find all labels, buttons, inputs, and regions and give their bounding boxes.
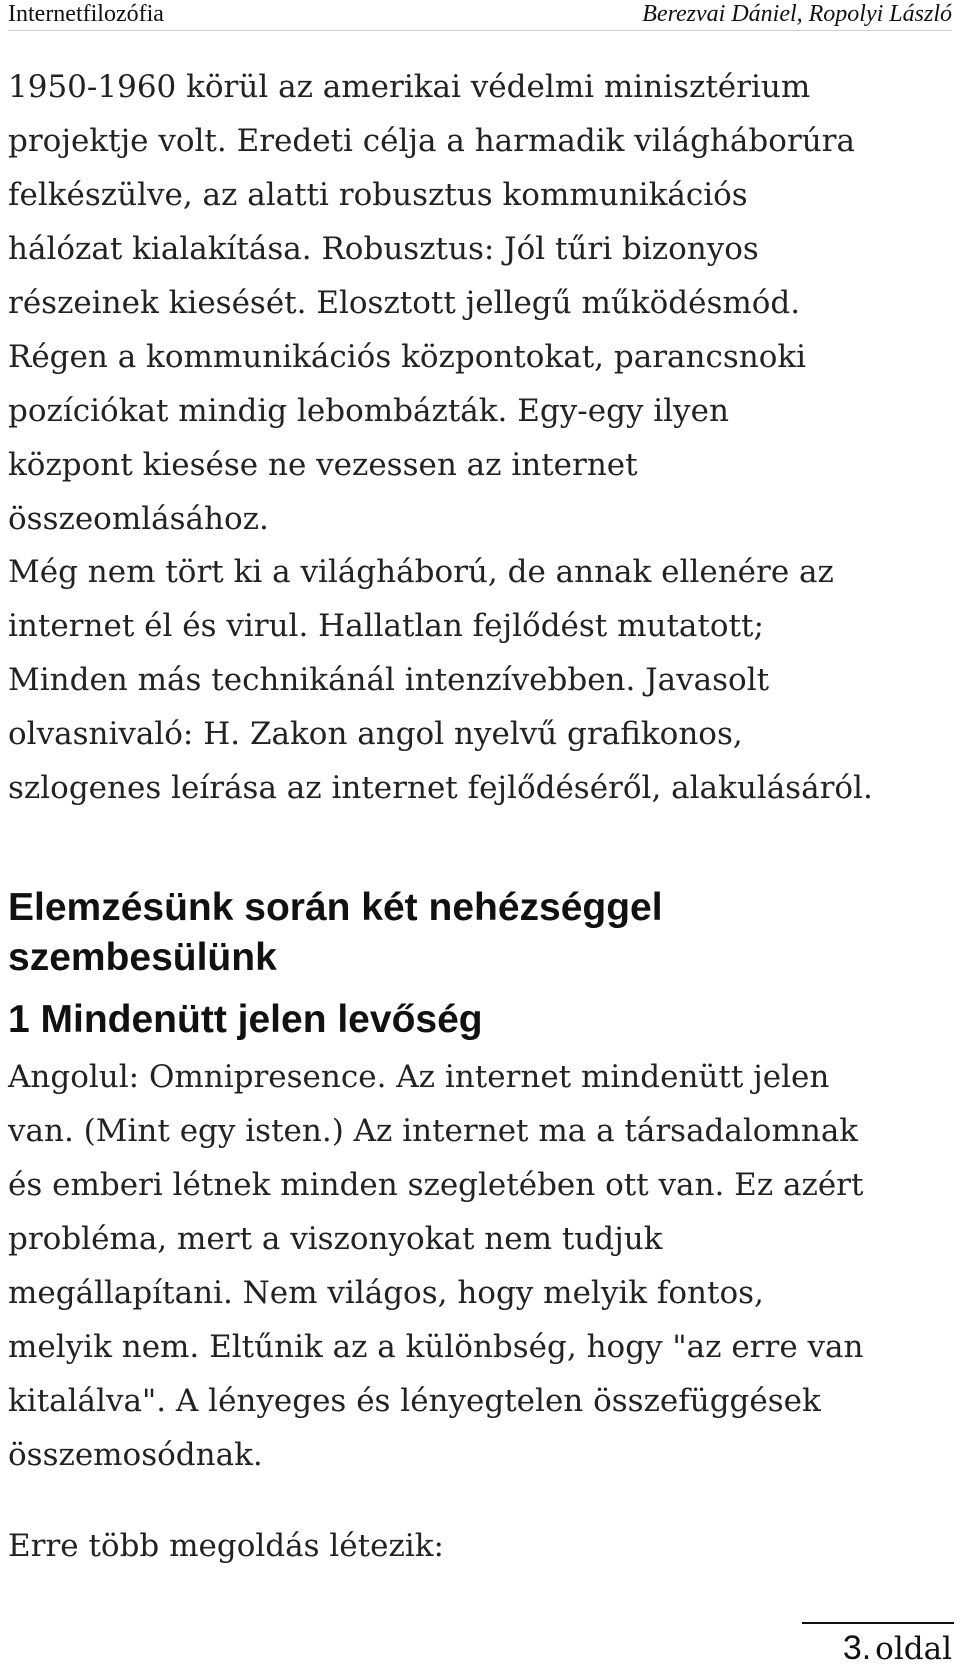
page-number-digit: 3. [842,1629,872,1667]
running-header [8,0,952,31]
paragraph-solutions: Erre több megoldás létezik: [8,1528,444,1564]
page-number [843,1626,952,1677]
page-number-word: oldal [875,1631,952,1667]
section-heading: Elemzésünk során két nehézséggel szembesülünk [8,886,663,979]
footer-divider [802,1622,954,1624]
paragraph-growth: Még nem tört ki a világháború, de annak ellenére az internet él és virul. Hallatlan fejlődést mutatott; Minden más technikánál intenzívebben. Javasolt olvasnivaló: H. Zakon angol nyelvű grafikonos, szlogenes leírása az internet fejlődéséről, alakulásáról. [8,554,873,806]
header-authors: Berezvai Dániel, Ropolyi László [642,1,952,27]
paragraph-history: 1950-1960 körül az amerikai védelmi minisztérium projektje volt. Eredeti célja a harmadik világháborúra felkészülve, az alatti robusztus kommunikációs hálózat kialakítása. Robusztus: Jól tűri bizonyos részeinek kiesését. Elosztott jellegű működésmód. Régen a kommunikációs központokat, parancsnoki pozíciókat mindig lebombázták. Egy-egy ilyen központ kiesése ne vezessen az internet összeomlásához. [8,69,855,537]
header-title: Internetfilozófia [8,1,164,27]
paragraph-omnipresence: Angolul: Omnipresence. Az internet mindenütt jelen van. (Mint egy isten.) Az internet ma a társadalomnak és emberi létnek minden szegletében ott van. Ez azért probléma, mert a viszonyokat nem tudjuk megállapítani. Nem világos, hogy melyik fontos, melyik nem. Eltűnik az a különbség, hogy "az erre van kitalálva". A lényeges és lényegtelen összefüggések összemosódnak. [8,1059,864,1473]
subsection-heading: 1 Mindenütt jelen levőség [8,998,483,1041]
